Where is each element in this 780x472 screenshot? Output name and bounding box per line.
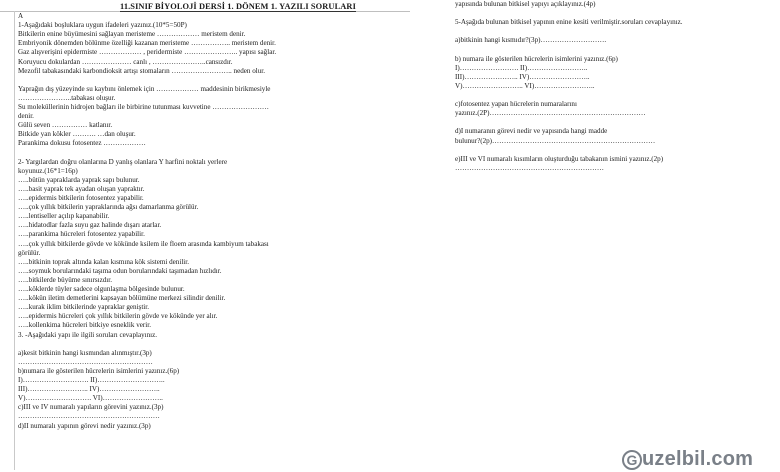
text-line: ………………………………………………………	[455, 163, 604, 172]
text-line: …..kollenkima hücreleri bitkiye esneklik verir.	[18, 321, 151, 330]
text-line: b)numara ile gösterilen hücrelerin isimlerini yazınız.(6p)	[18, 366, 180, 375]
text-line: 2- Yargılardan doğru olanlarına D yanlış olanlara Y harfini noktalı yerlere	[18, 157, 228, 166]
text-line: Gülü seven …………… katlanır.	[18, 121, 113, 130]
text-line: Koruyucu dokulardan ………………… canlı , …………………..cansızdır.	[18, 57, 233, 66]
text-line: …..epidermis hücreleri çok yıllık bitkilerin gövde ve kökünde yer alır.	[18, 312, 218, 321]
text-line: yapısında bulunan bitkisel yapıyı açıklayınız.(4p)	[455, 0, 596, 8]
left-margin-line	[14, 11, 15, 470]
text-line: a)bitkinin hangi kısmıdır?(3p)……………………….	[455, 36, 607, 45]
text-line: 1-Aşağıdaki boşluklara uygun ifadeleri yazınız.(10*5=50P)	[18, 21, 187, 30]
text-line: Gaz alışverişini epidermiste ……………… , peridermiste ………………….. yapısı sağlar.	[18, 48, 277, 57]
text-line: …..çok yıllık bitkilerde gövde ve kökünde ksilem ile floem arasında kambiyum tabakası	[18, 239, 269, 248]
text-line: …..basit yaprak tek ayadan oluşan yapraktır.	[18, 184, 145, 193]
text-line: A	[18, 12, 24, 20]
text-line: Embriyonik dönemden bölünme özelliği kazanan meristeme …………….. meristem denir.	[18, 39, 276, 48]
text-line: a)kesit bitkinin hangi kısmından alınmıştır.(3p)	[18, 348, 152, 357]
text-line: b) numara ile gösterilen hücrelerin isimlerini yazınız.(6p)	[455, 54, 618, 63]
text-line: koyunuz.(16*1=16p)	[18, 166, 78, 175]
text-line: III)………………….. IV)……………………..	[455, 72, 590, 81]
text-line: …..bitkilerde büyüme sınırsızdır.	[18, 275, 112, 284]
text-line: Bitkide yan kökler ………. …dan oluşur.	[18, 130, 136, 139]
text-line: Parankima dokusu fotosentez ………………	[18, 139, 146, 148]
text-line: V)………………………. VI)……………………..	[18, 394, 163, 403]
text-line: görülür.	[18, 248, 41, 257]
site-watermark	[622, 448, 753, 472]
text-line: Bitkilerin enine büyümesini sağlayan meristeme ……………… meristem denir.	[18, 30, 246, 39]
text-line: ……………………………………………………	[18, 412, 160, 421]
text-line: …..bitkinin toprak altında kalan kısmına kök sistemi denilir.	[18, 257, 190, 266]
text-line: 3. -Aşağıdaki yapı ile ilgili soruları cevaplayınız.	[18, 330, 158, 339]
watermark-logo-icon: G	[622, 450, 642, 470]
text-line: c)III ve IV numaralı yapıların görevini yazınız.(3p)	[18, 403, 164, 412]
text-line: d)I numaranın görevi nedir ve yapısında hangi madde	[455, 127, 608, 136]
text-line: …..lentiseller açılıp kapanabilir.	[18, 212, 110, 221]
text-line: 5-Aşağıda bulunan bitkisel yapının enine kesiti verilmiştir.soruları cevaplayınız.	[455, 18, 683, 27]
text-line: III)…………………….. IV)……………………..	[18, 385, 160, 394]
text-line: denir.	[18, 112, 34, 121]
text-line: …..soymuk borularındaki taşıma odun borularındaki taşımadan hızlıdır.	[18, 266, 222, 275]
text-line: …..köklerde tüyler sadece olgunlaşma bölgesinde bulunur.	[18, 285, 185, 293]
text-line: V)…………………….. VI)……………………..	[455, 81, 595, 90]
text-line: I)………………………. II)………………………..	[18, 376, 165, 384]
text-line: Su moleküllerinin hidrojen bağları ile birbirine tutunması kuvvetine ……………………	[18, 103, 270, 111]
text-line: Yaprağın dış yüzeyinde su kaybını önlemek için ……………… maddesinin birikmesiyle	[18, 84, 271, 93]
text-line: d)II numaralı yapının görevi nedir yazınız.(3p)	[18, 421, 151, 430]
text-line: …………………………………………………	[18, 357, 153, 366]
text-line: …………………..tabakası oluşur.	[18, 93, 116, 102]
text-line: …..hidatodlar fazla suyu gaz halinde dışarı atarlar.	[18, 221, 162, 230]
exam-title: 11.SINIF BİYOLOJİ DERSİ 1. DÖNEM 1. YAZILI SORULARI	[120, 2, 356, 11]
watermark-text: uzelbil.com	[642, 448, 754, 470]
text-line: c)fotosentez yapan hücrelerin numaralarını	[455, 100, 577, 109]
text-line: …..bütün yapraklarda yaprak sapı bulunur.	[18, 175, 140, 184]
text-line: I)……………………. II)……………………..	[455, 63, 588, 72]
text-line: yazınız.(2P)…………………………………………………………	[455, 109, 646, 118]
text-line: bulunur?(2p)……………………………………………………………	[455, 136, 656, 145]
text-line: …..kurak iklim bitkilerinde yapraklar geniştir.	[18, 303, 150, 312]
text-line: Mezofil tabakasındaki karbondioksit artışı stomaların …………………….. neden olur.	[18, 66, 266, 75]
text-line: …..epidermis bitkilerin fotosentez yapabilir.	[18, 194, 144, 202]
text-line: …..parankima hücreleri fotosentez yapabilir.	[18, 230, 145, 239]
text-line: …..çok yıllık bitkilerin yapraklarında ağsı damarlanma görülür.	[18, 203, 199, 212]
text-line: e)III ve VI numaralı kısımların oluşturduğu tabakanın ismini yazınız.(2p)	[455, 154, 664, 163]
text-line: …..kökün iletim demetlerini kapsayan bölümüne merkezi silindir denilir.	[18, 294, 226, 303]
